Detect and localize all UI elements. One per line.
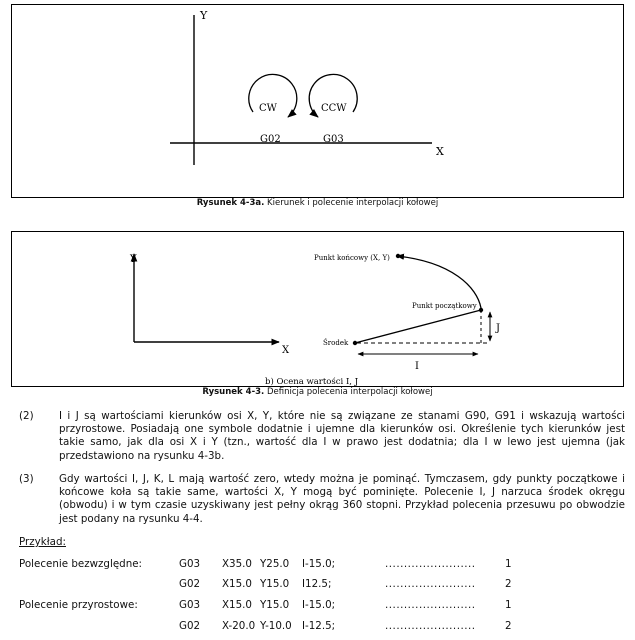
g02-label: G02 — [260, 134, 281, 145]
figure1-caption-number: Rysunek 4-3a. — [196, 198, 265, 208]
example-i: I-15.0; — [302, 599, 336, 611]
figure2-subcaption: b) Ocena wartości I, J — [265, 377, 359, 386]
y-axis-label: Y — [130, 254, 137, 265]
paragraph-text: Gdy wartości I, J, K, L mają wartość zero, wtedy można je pominąć. Tymczasem, gdy punkty początkowe i końcowe koła są takie same, wartości X, Y mogą być pominięte. Polecenie I, J narzuca środek okręgu (obwodu) i w tym czasie uzyskiwany jest pełny okrąg 360 stopni. Przykład polecenia przesuwu po obwodzie jest podany na rysunku 4-4. — [59, 473, 625, 525]
figure-cw-ccw-drawing — [12, 5, 623, 197]
example-y: Y15.0 — [260, 578, 290, 590]
x-axis-label: X — [282, 345, 290, 356]
example-gcode: G02 — [179, 578, 201, 590]
example-dots: ........................ — [385, 599, 476, 611]
example-step-number: 1 — [505, 558, 512, 570]
figure2-caption — [0, 387, 635, 397]
example-row — [0, 620, 635, 634]
example-x: X35.0 — [222, 558, 252, 570]
example-step-number: 2 — [505, 620, 512, 632]
ccw-label: CCW — [321, 103, 347, 114]
example-step-number: 2 — [505, 578, 512, 590]
start-point-label: Punkt początkowy — [412, 302, 477, 310]
interpolation-arc — [397, 256, 481, 308]
example-gcode: G03 — [179, 558, 201, 570]
figure2-caption-number: Rysunek 4-3. — [202, 387, 265, 397]
x-axis-label: X — [436, 145, 444, 158]
figure2-caption-text: Definicja polecenia interpolacji kołowej — [264, 387, 433, 397]
g03-label: G03 — [323, 134, 344, 145]
example-dots: ........................ — [385, 558, 476, 570]
example-dots: ........................ — [385, 620, 476, 632]
center-label: Środek — [323, 339, 349, 347]
paragraph-text: I i J są wartościami kierunków osi X, Y, które nie są związane ze stanami G90, G91 i wskazują wartości przyrostowe. Posiadają one symbole dodatnie i ujemne dla kierunków osi. Określenie tych kierunków jest takie samo, jak dla osi X i Y (tzn., wartość dla I w prawo jest dodatnia; dla I w lewo jest ujemna (jak przedstawiono na rysunku 4-3b. — [59, 410, 625, 462]
example-dots: ........................ — [385, 578, 476, 590]
example-i: I12.5; — [302, 578, 332, 590]
example-i: I-12.5; — [302, 620, 336, 632]
example-y: Y15.0 — [260, 599, 290, 611]
example-gcode: G03 — [179, 599, 201, 611]
example-gcode: G02 — [179, 620, 201, 632]
i-label: I — [415, 361, 419, 372]
figure1-caption — [0, 198, 635, 208]
paragraph-number: (2) — [19, 410, 34, 422]
figure-ij-definition — [11, 231, 624, 387]
example-label: Polecenie bezwzględne: — [19, 558, 143, 570]
example-step-number: 1 — [505, 599, 512, 611]
radius-line — [355, 310, 481, 343]
j-label: J — [496, 323, 501, 334]
example-row — [0, 558, 635, 572]
cw-label: CW — [259, 103, 277, 114]
example-row — [0, 578, 635, 592]
example-i: I-15.0; — [302, 558, 336, 570]
figure1-caption-text: Kierunek i polecenie interpolacji kołowej — [264, 198, 439, 208]
example-y: Y-10.0 — [260, 620, 292, 632]
end-point-dot — [396, 254, 400, 258]
paragraph-number: (3) — [19, 473, 34, 485]
example-row — [0, 599, 635, 613]
example-x: X-20.0 — [222, 620, 256, 632]
example-x: X15.0 — [222, 599, 252, 611]
example-label: Polecenie przyrostowe: — [19, 599, 138, 611]
figure-ij-drawing — [12, 232, 623, 386]
example-y: Y25.0 — [260, 558, 290, 570]
end-point-label: Punkt końcowy (X, Y) — [314, 254, 390, 262]
y-axis-label: Y — [200, 9, 208, 22]
example-title: Przykład: — [19, 536, 66, 548]
example-x: X15.0 — [222, 578, 252, 590]
figure-cw-ccw — [11, 4, 624, 198]
